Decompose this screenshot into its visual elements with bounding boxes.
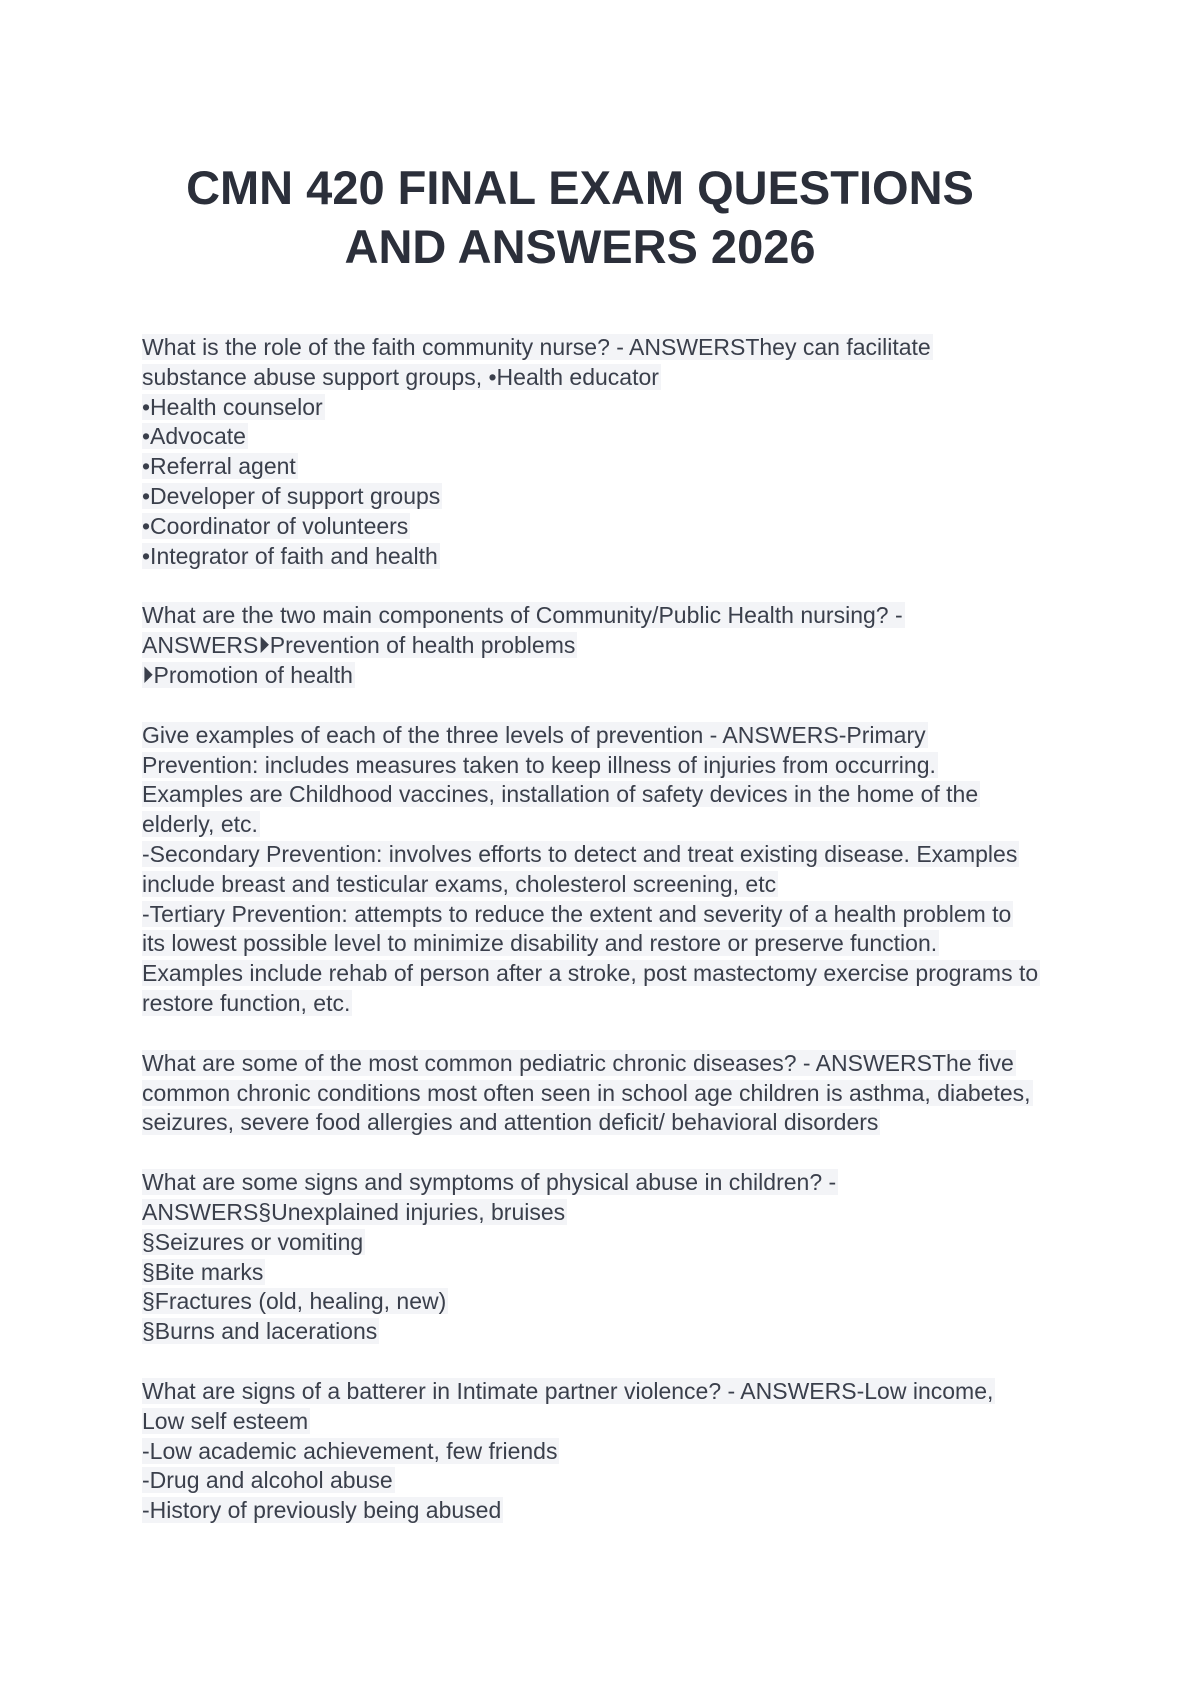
text-line: What are some of the most common pediatric chronic diseases? - ANSWERSThe five (142, 1049, 1014, 1076)
text-line: •Integrator of faith and health (142, 542, 438, 569)
qa-block-physical-abuse-signs (142, 1168, 1082, 1347)
title-line: AND ANSWERS 2026 (344, 220, 816, 273)
text-line: •Referral agent (142, 453, 296, 480)
qa-block-levels-of-prevention (142, 721, 1082, 1019)
text-line: include breast and testicular exams, cholesterol screening, etc (142, 870, 777, 897)
title-line: CMN 420 FINAL EXAM QUESTIONS (186, 161, 974, 214)
text-line: -Drug and alcohol abuse (142, 1467, 393, 1494)
text-line: §Burns and lacerations (142, 1318, 378, 1345)
text-line: Low self esteem (142, 1407, 309, 1434)
text-line: •Developer of support groups (142, 482, 441, 509)
text-line: substance abuse support groups, •Health educator (142, 363, 659, 390)
text-line: §Bite marks (142, 1258, 264, 1285)
qa-block-batterer-signs (142, 1377, 1082, 1526)
text-line: Examples are Childhood vaccines, installation of safety devices in the home of the (142, 781, 979, 808)
text-line: §Fractures (old, healing, new) (142, 1288, 447, 1315)
text-line: ANSWERS§Unexplained injuries, bruises (142, 1198, 566, 1225)
text-line: seizures, severe food allergies and attention deficit/ behavioral disorders (142, 1109, 879, 1136)
page-title (0, 158, 1160, 276)
text-line: •Health counselor (142, 393, 323, 420)
text-line: What is the role of the faith community nurse? - ANSWERSThey can facilitate (142, 334, 931, 360)
text-line: §Seizures or vomiting (142, 1228, 364, 1255)
text-line: What are the two main components of Community/Public Health nursing? - (142, 602, 903, 629)
qa-content (142, 333, 1082, 1556)
text-line: -Tertiary Prevention: attempts to reduce the extent and severity of a health problem to (142, 900, 1012, 927)
text-line: common chronic conditions most often seen in school age children is asthma, diabetes, (142, 1079, 1031, 1106)
text-line: -History of previously being abused (142, 1497, 502, 1524)
text-line: ANSWERS⏵Prevention of health problems (142, 632, 576, 659)
text-line: •Advocate (142, 423, 246, 450)
qa-block-pediatric-chronic-diseases (142, 1049, 1082, 1138)
text-line: -Low academic achievement, few friends (142, 1437, 558, 1464)
text-line: Prevention: includes measures taken to keep illness of injuries from occurring. (142, 751, 936, 778)
text-line: ⏵Promotion of health (142, 661, 353, 688)
text-line: its lowest possible level to minimize disability and restore or preserve function. (142, 930, 938, 957)
text-line: What are signs of a batterer in Intimate partner violence? - ANSWERS-Low income, (142, 1377, 994, 1404)
text-line: •Coordinator of volunteers (142, 512, 409, 539)
text-line: restore function, etc. (142, 989, 351, 1016)
text-line: -Secondary Prevention: involves efforts to detect and treat existing disease. Examples (142, 840, 1018, 867)
qa-block-public-health-components (142, 601, 1082, 690)
text-line: elderly, etc. (142, 811, 258, 838)
text-line: Give examples of each of the three levels of prevention - ANSWERS-Primary (142, 721, 926, 748)
text-line: Examples include rehab of person after a stroke, post mastectomy exercise programs to (142, 960, 1039, 987)
text-line: What are some signs and symptoms of physical abuse in children? - (142, 1169, 837, 1196)
qa-block-faith-community-nurse (142, 333, 1082, 571)
